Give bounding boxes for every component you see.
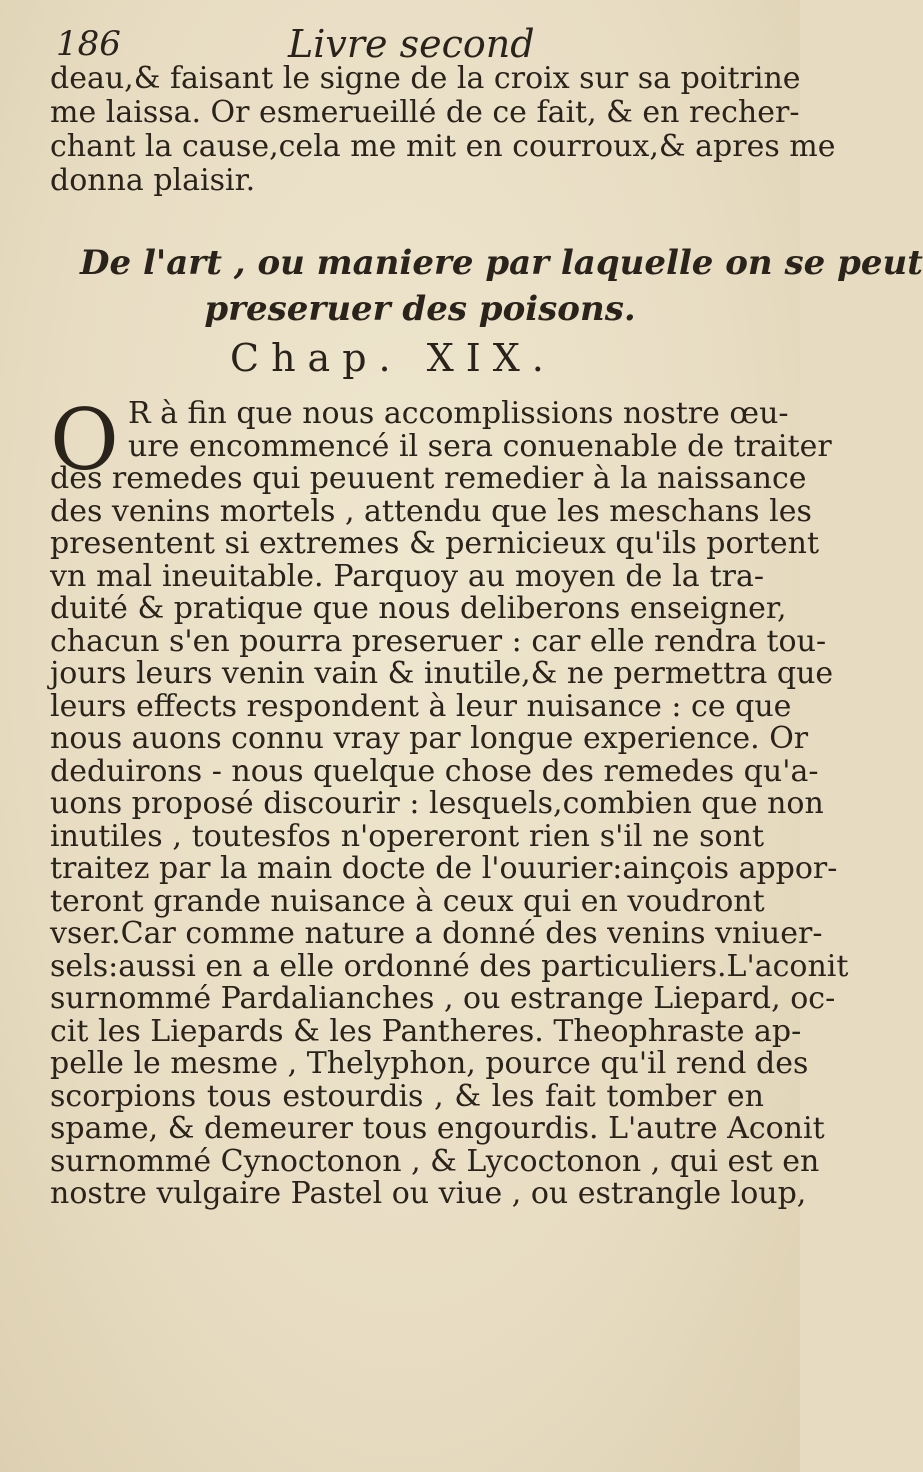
text-line: R à fin que nous accomplissions nostre œu- (128, 396, 789, 431)
text-line: uons proposé discourir : lesquels,combien que non (50, 786, 824, 821)
text-line: surnommé Pardalianches , ou estrange Liepard, oc- (50, 981, 836, 1016)
intro-paragraph (50, 61, 836, 198)
text-line: inutiles , toutesfos n'opereront rien s'il ne sont (50, 818, 764, 854)
text-line: donna plaisir. (50, 163, 256, 198)
heading-line: preseruer des poisons. (204, 289, 636, 329)
text-line: duité & pratique que nous deliberons enseigner, (50, 591, 787, 626)
text-line: scorpions tous estourdis , & les fait tomber en (50, 1078, 764, 1114)
text-line: surnommé Cynoctonon , & Lycoctonon , qui est en (50, 1143, 820, 1179)
drop-cap: O (50, 391, 119, 489)
page-number: 186 (56, 24, 121, 64)
text-line: spame, & demeurer tous engourdis. L'autre Aconit (50, 1111, 825, 1146)
text-line: deduirons - nous quelque chose des remedes qu'a- (50, 753, 819, 789)
text-line: teront grande nuisance à ceux qui en voudront (50, 883, 765, 919)
text-line: ure encommencé il sera conuenable de traiter (128, 428, 832, 464)
text-line: chant la cause,cela me mit en courroux,& apres me (50, 129, 836, 164)
text-line: chacun s'en pourra preseruer : car elle rendra tou- (50, 623, 827, 659)
text-line: sels:aussi en a elle ordonné des particuliers.L'aconit (50, 948, 849, 984)
text-line: vn mal ineuitable. Parquoy au moyen de la tra- (50, 558, 764, 594)
text-line: vser.Car comme nature a donné des venins vniuer- (50, 916, 823, 951)
running-title: Livre second (288, 22, 535, 66)
text-line: des venins mortels , attendu que les meschans les (50, 493, 812, 529)
chapter-label: Chap. XIX. (230, 336, 556, 380)
body-paragraph (50, 391, 849, 1211)
section-heading (80, 240, 923, 332)
text-line: presentent si extremes & pernicieux qu'ils portent (50, 526, 820, 561)
text-line: nous auons connu vray par longue experience. Or (50, 721, 809, 756)
text-line: pelle le mesme , Thelyphon, pource qu'il rend des (50, 1046, 809, 1081)
text-line: jours leurs venin vain & inutile,& ne permettra que (50, 656, 834, 691)
text-line: cit les Liepards & les Pantheres. Theophraste ap- (50, 1013, 802, 1049)
text-line: nostre vulgaire Pastel ou viue , ou estrangle loup, (50, 1176, 807, 1211)
text-line: me laissa. Or esmerueillé de ce fait, & en recher- (50, 95, 800, 130)
heading-line: De l'art , ou maniere par laquelle on se peut (80, 243, 923, 283)
text-line: des remedes qui peuuent remedier à la naissance (50, 461, 807, 496)
text-line: leurs effects respondent à leur nuisance : ce que (50, 688, 792, 724)
text-line: traitez par la main docte de l'ouurier:ainçois appor- (50, 851, 838, 886)
text-line: deau,& faisant le signe de la croix sur sa poitrine (50, 61, 801, 96)
